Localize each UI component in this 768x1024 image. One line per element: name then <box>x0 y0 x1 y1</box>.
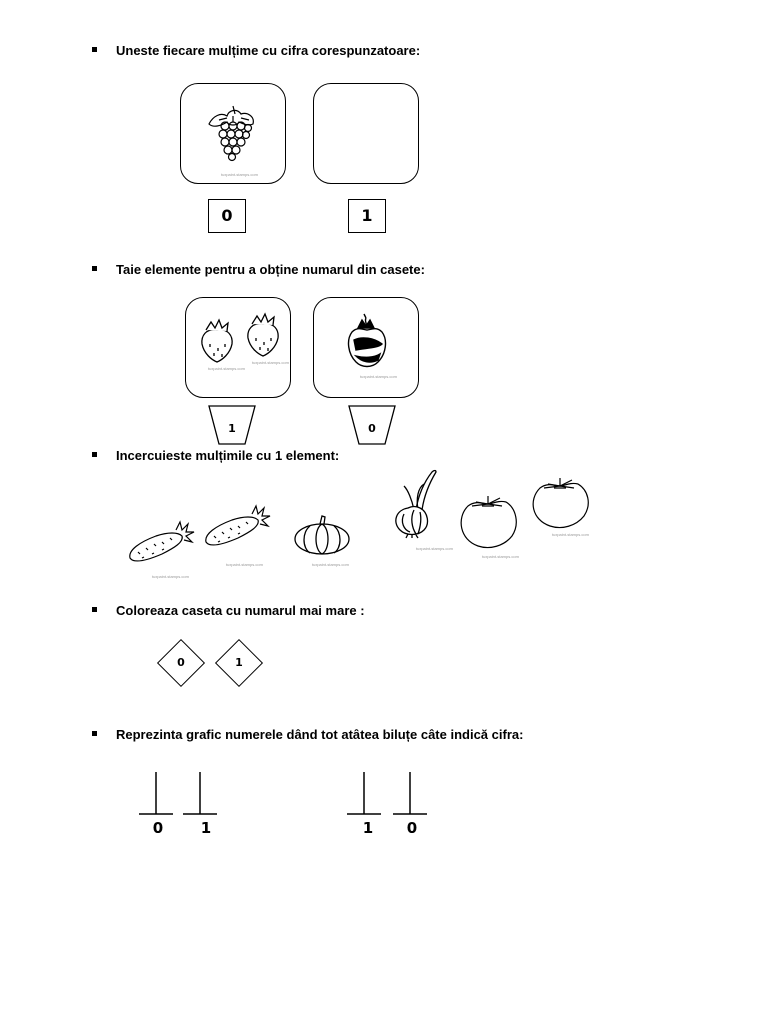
set-box-grapes[interactable] <box>180 83 286 184</box>
instruction-1: Uneste fiecare mulțime cu cifra corespunzatoare: <box>116 43 421 58</box>
bullet-icon <box>92 266 97 271</box>
trapezoid-number: 1 <box>228 422 236 435</box>
bullet-icon <box>92 452 97 457</box>
trapezoid-number: 0 <box>368 422 376 435</box>
number-box-1[interactable]: 1 <box>348 199 386 233</box>
rod-number: 1 <box>200 819 212 837</box>
abacus-rod[interactable] <box>138 770 174 816</box>
image-credit: tuxpaint-stamps.com <box>552 532 589 537</box>
set-box-apple[interactable] <box>313 297 419 398</box>
grapes-icon <box>203 102 263 166</box>
apple-icon <box>344 314 390 370</box>
diamond-number: 1 <box>235 656 243 669</box>
number-box-0[interactable]: 0 <box>208 199 246 233</box>
image-credit: tuxpaint-stamps.com <box>312 562 349 567</box>
strawberry-icon <box>244 312 282 358</box>
tomato-icon[interactable] <box>530 474 592 530</box>
instruction-2: Taie elemente pentru a obține numarul din casete: <box>116 262 425 277</box>
bullet-icon <box>92 607 97 612</box>
image-credit: tuxpaint-stamps.com <box>208 366 245 371</box>
instruction-4: Coloreaza caseta cu numarul mai mare : <box>116 603 365 618</box>
rod-number: 0 <box>406 819 418 837</box>
image-credit: tuxpaint-stamps.com <box>482 554 519 559</box>
image-credit: tuxpaint-stamps.com <box>226 562 263 567</box>
bullet-icon <box>92 731 97 736</box>
pumpkin-icon[interactable] <box>292 514 352 556</box>
image-credit: tuxpaint-stamps.com <box>152 574 189 579</box>
image-credit: tuxpaint-stamps.com <box>252 360 289 365</box>
cucumber-icon[interactable] <box>126 518 196 566</box>
strawberry-icon <box>198 318 236 364</box>
tomato-icon[interactable] <box>458 492 520 550</box>
rod-number: 0 <box>152 819 164 837</box>
rod-number: 1 <box>362 819 374 837</box>
cucumber-icon[interactable] <box>202 502 272 550</box>
instruction-5: Reprezinta grafic numerele dând tot atâtea biluțe câte indică cifra: <box>116 727 524 742</box>
diamond-number: 0 <box>177 656 185 669</box>
set-box-empty[interactable] <box>313 83 419 184</box>
instruction-3: Incercuieste mulțimile cu 1 element: <box>116 448 340 463</box>
bullet-icon <box>92 47 97 52</box>
image-credit: tuxpaint-stamps.com <box>360 374 397 379</box>
image-credit: tuxpaint-stamps.com <box>416 546 453 551</box>
onion-icon[interactable] <box>388 466 448 538</box>
image-credit: tuxpaint-stamps.com <box>221 172 258 177</box>
abacus-rod[interactable] <box>346 770 382 816</box>
set-box-strawberries[interactable] <box>185 297 291 398</box>
abacus-rod[interactable] <box>392 770 428 816</box>
abacus-rod[interactable] <box>182 770 218 816</box>
